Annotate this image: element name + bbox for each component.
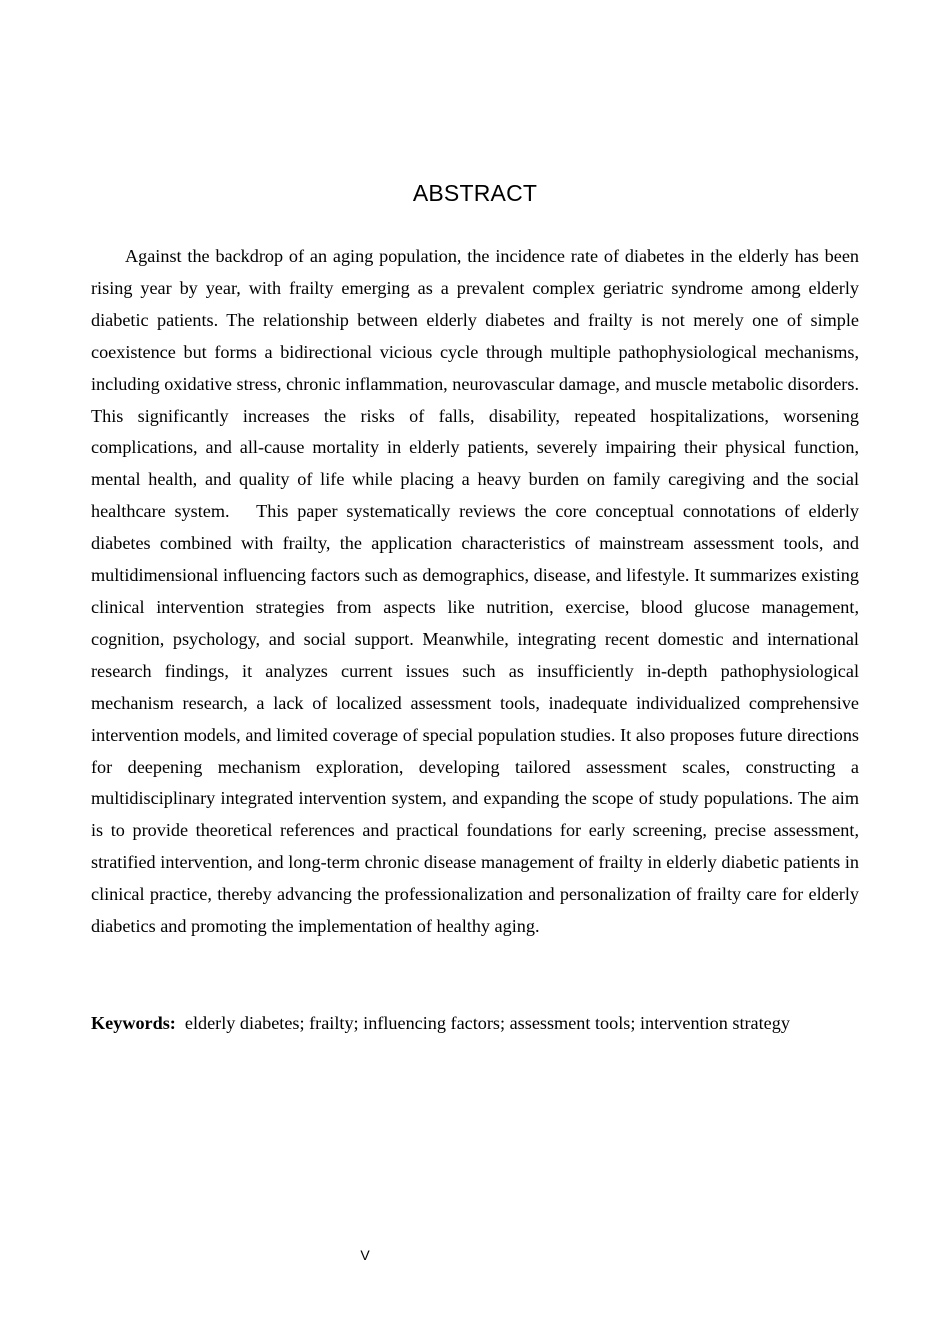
keywords-text: elderly diabetes; frailty; influencing factors; assessment tools; intervention strategy — [184, 1013, 790, 1033]
keywords-line — [91, 1008, 891, 1040]
abstract-heading: ABSTRACT — [412, 180, 538, 206]
abstract-paragraph: Against the backdrop of an aging population, the incidence rate of diabetes in the elderly has been rising year by year, with frailty emerging as a prevalent complex geriatric syndrome among elderly diabetic patients. The relationship between elderly diabetes and frailty is not merely one of simple coexistence but forms a bidirectional vicious cycle through multiple pathophysiological mechanisms, including oxidative stress, chronic inflammation, neurovascular damage, and muscle metabolic disorders. This significantly increases the risks of falls, disability, repeated hospitalizations, worsening complications, and all-cause mortality in elderly patients, severely impairing their physical function, mental health, and quality of life while placing a heavy burden on family caregiving and the social healthcare system. This paper systematically reviews the core conceptual connotations of elderly diabetes combined with frailty, the application characteristics of mainstream assessment tools, and multidimensional influencing factors such as demographics, disease, and lifestyle. It summarizes existing clinical intervention strategies from aspects like nutrition, exercise, blood glucose management, cognition, psychology, and social support. Meanwhile, integrating recent domestic and international research findings, it analyzes current issues such as insufficiently in-depth pathophysiological mechanism research, a lack of localized assessment tools, inadequate individualized comprehensive intervention models, and limited coverage of special population studies. It also proposes future directions for deepening mechanism exploration, developing tailored assessment scales, constructing a multidisciplinary integrated intervention system, and expanding the scope of study populations. The aim is to provide theoretical references and practical foundations for early screening, precise assessment, stratified intervention, and long-term chronic disease management of frailty in elderly diabetic patients in clinical practice, thereby advancing the professionalization and personalization of frailty care for elderly diabetics and promoting the implementation of healthy aging. — [91, 246, 859, 937]
page-number: V — [360, 1247, 370, 1263]
keywords-label: Keywords: — [91, 1013, 176, 1033]
